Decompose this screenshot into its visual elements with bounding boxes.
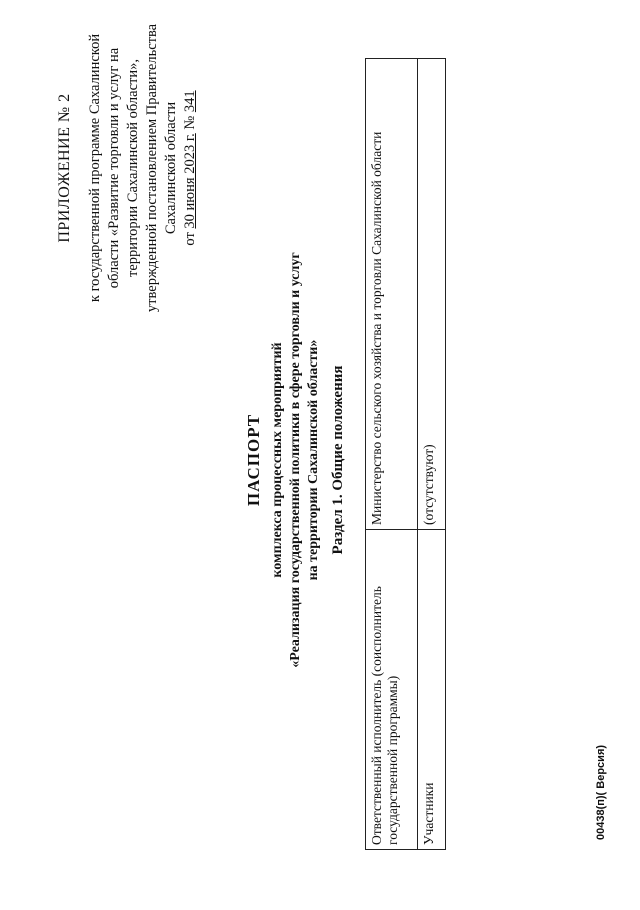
passport-heading	[245, 210, 323, 710]
table-cell-label: Ответственный исполнитель (соисполнитель государственной программы)	[366, 530, 418, 850]
passport-subtitle: комплекса процессных мероприятий	[270, 342, 285, 578]
approval-date: 30 июня 2023 г.	[182, 133, 198, 229]
number-prefix: №	[182, 112, 198, 134]
table-row	[366, 59, 418, 850]
appendix-line: области «Развитие торговли и услуг на	[106, 47, 122, 289]
appendix-title: ПРИЛОЖЕНИЕ № 2	[56, 93, 73, 243]
general-provisions-table	[365, 58, 446, 850]
passport-name-line: «Реализация государственной политики в сфере торговли и услуг	[288, 252, 303, 668]
decree-number: 341	[182, 90, 198, 113]
appendix-line: к государственной программе Сахалинской	[87, 33, 103, 303]
version-footer: 00438(п)( Версия)	[595, 744, 607, 840]
table-cell-label: Участники	[418, 530, 446, 850]
passport-name-line: на территории Сахалинской области»	[306, 339, 321, 581]
section-title: Раздел 1. Общие положения	[330, 365, 346, 555]
appendix-block	[55, 18, 200, 318]
appendix-line: территории Сахалинской области»,	[125, 58, 141, 278]
appendix-line: утвержденной постановлением Правительства	[144, 23, 160, 313]
appendix-line: Сахалинской области	[163, 101, 179, 235]
table-cell-value: (отсутствуют)	[418, 59, 446, 530]
date-prefix: от	[182, 228, 198, 246]
table-row	[418, 59, 446, 850]
appendix-date-line	[181, 18, 200, 318]
passport-title: ПАСПОРТ	[244, 413, 263, 507]
table-cell-value: Министерство сельского хозяйства и торговли Сахалинской области	[366, 59, 418, 530]
